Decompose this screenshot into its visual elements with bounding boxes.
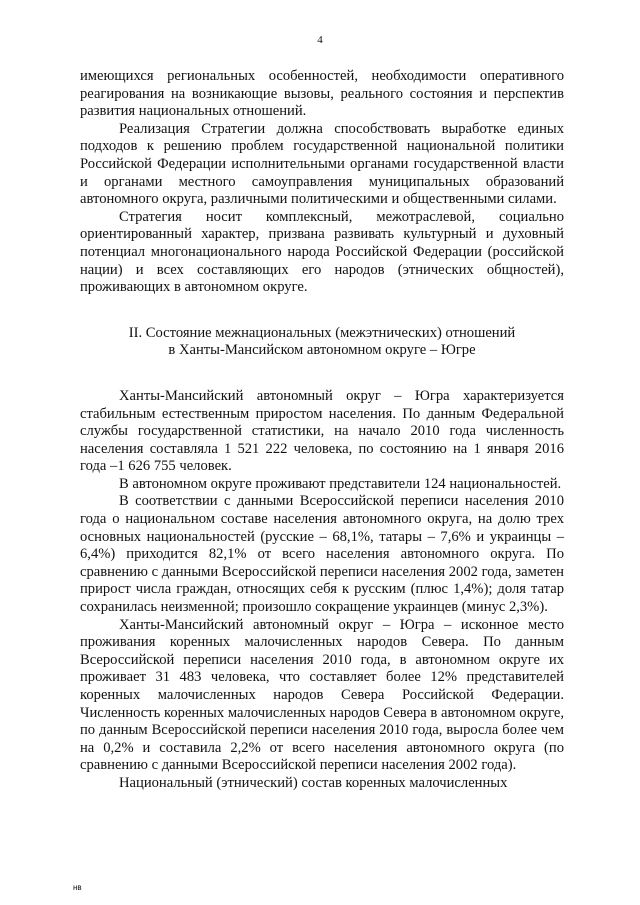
section-heading-line-2: в Ханты-Мансийском автономном округе – Югре — [168, 342, 476, 359]
section-heading-line-1: II. Состояние межнациональных (межэтнических) отношений — [128, 324, 516, 341]
paragraph: В автономном округе проживают представители 124 национальностей. — [119, 475, 562, 492]
paragraph: Реализация Стратегии должна способствовать выработке единых подходов к решению проблем государственной национальной политики Российской Федерации исполнительными органами государственной власти и органами местного самоуправления муниципальных образований автономного округа, различными политическими и общественными силами. — [80, 120, 564, 208]
paragraph: Ханты-Мансийский автономный округ – Югра характеризуется стабильным естественным приростом населения. По данным Федеральной службы государственной статистики, на начало 2010 года численность населения составляла 1 521 222 человека, по состоянию на 1 января 2016 года –1 626 755 человек. — [80, 387, 564, 475]
document-body — [80, 68, 564, 793]
paragraph: Стратегия носит комплексный, межотраслевой, социально ориентированный характер, призвана развивать культурный и духовный потенциал многонационального народа Российской Федерации (российской нации) и всех составляющих его народов (этнических общностей), проживающих в автономном округе. — [80, 208, 564, 296]
paragraph: В соответствии с данными Всероссийской переписи населения 2010 года о национальном составе населения автономного округа, на долю трех основных национальностей (русские – 68,1%, татары – 7,6% и украинцы – 6,4%) приходится 82,1% от всего населения автономного округа. По сравнению с данными Всероссийской переписи населения 2002 года, заметен прирост числа граждан, относящих себя к русским (плюс 1,4%); доля татар сохранилась неизменной; произошло сокращение украинцев (минус 2,3%). — [80, 493, 564, 616]
section-heading — [80, 325, 564, 360]
paragraph: Ханты-Мансийский автономный округ – Югра – исконное место проживания коренных малочисленных народов Севера. По данным Всероссийской переписи населения 2010 года, в автономном округе их проживает 31 483 человека, что составляет более 12% представителей коренных малочисленных народов Севера Российской Федерации. Численность коренных малочисленных народов Севера в автономном округе, по данным Всероссийской переписи населения 2010 года, выросла более чем на 0,2% и составила 2,2% от всего населения автономного округа (по сравнению с данными Всероссийской переписи населения 2002 года). — [80, 616, 564, 774]
footer-mark: нв — [73, 883, 82, 892]
page-number: 4 — [317, 34, 323, 46]
paragraph: Национальный (этнический) состав коренных малочисленных — [119, 774, 508, 791]
paragraph: имеющихся региональных особенностей, необходимости оперативного реагирования на возникающие вызовы, реального состояния и перспектив развития национальных отношений. — [80, 68, 564, 120]
